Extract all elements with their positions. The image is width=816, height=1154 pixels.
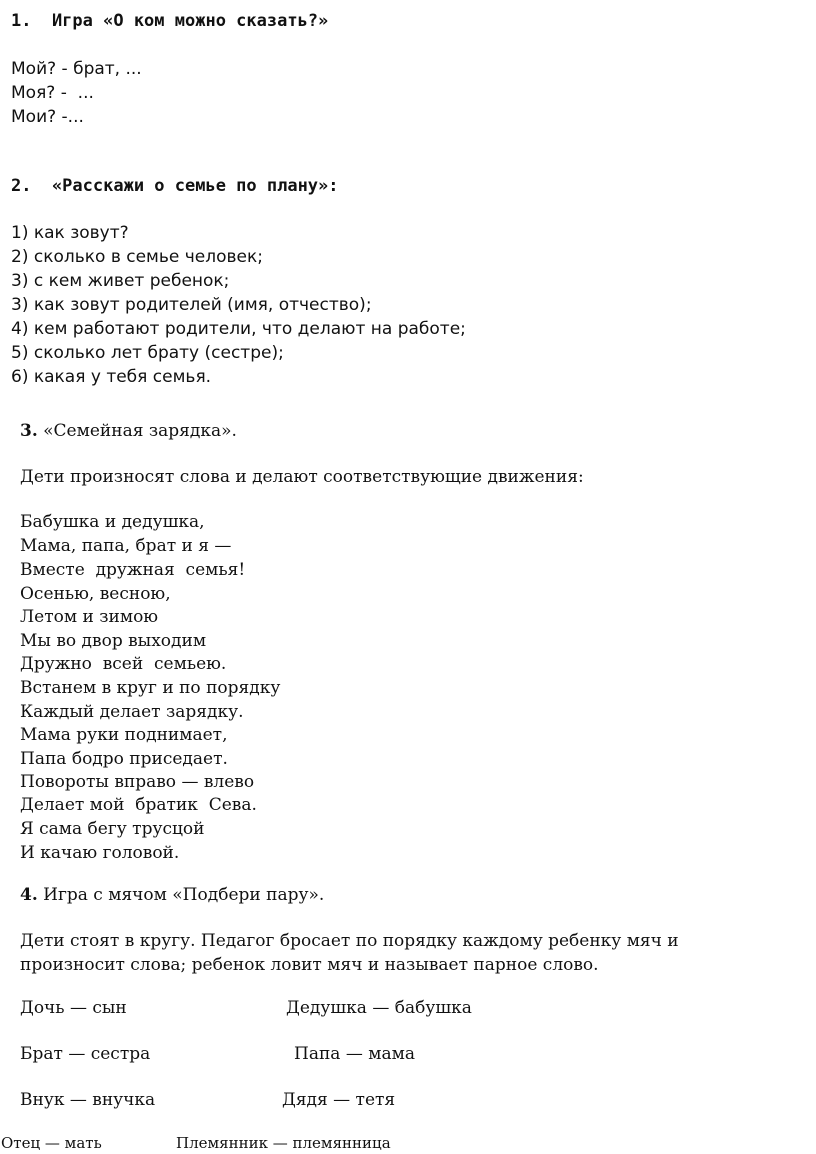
section-3-title: «Семейная зарядка». (37, 421, 237, 441)
section-1-line: Мои? -... (11, 107, 84, 127)
section-3-heading (20, 423, 237, 440)
poem-line: И качаю головой. (20, 843, 180, 863)
plan-item: 2) сколько в семье человек; (11, 247, 264, 267)
pair-right: Папа — мама (294, 1044, 415, 1064)
poem-line: Мама руки поднимает, (20, 725, 228, 745)
poem-line: Папа бодро приседает. (20, 749, 228, 769)
poem-line: Летом и зимою (20, 607, 159, 627)
pair-left: Отец — мать (1, 1134, 102, 1152)
poem-line: Я сама бегу трусцой (20, 819, 205, 839)
plan-item: 3) как зовут родителей (имя, отчество); (11, 295, 372, 315)
plan-item: 1) как зовут? (11, 223, 129, 243)
section-4-heading (20, 887, 324, 904)
poem-line: Делает мой братик Сева. (20, 795, 257, 815)
section-4-number: 4. (20, 885, 38, 905)
section-3-number: 3. (20, 421, 38, 441)
poem-line: Мы во двор выходим (20, 631, 207, 651)
pair-left: Брат — сестра (20, 1044, 151, 1064)
plan-item: 4) кем работают родители, что делают на работе; (11, 319, 466, 339)
poem-line: Мама, папа, брат и я — (20, 536, 232, 556)
plan-item: 5) сколько лет брату (сестре); (11, 343, 284, 363)
pair-left: Дочь — сын (20, 998, 127, 1018)
section-1-heading: 1. Игра «О ком можно сказать?» (11, 11, 329, 31)
section-4-intro: Дети стоят в кругу. Педагог бросает по порядку каждому ребенку мяч и (20, 931, 679, 951)
section-2-heading: 2. «Расскажи о семье по плану»: (11, 176, 339, 196)
poem-line: Бабушка и дедушка, (20, 512, 205, 532)
poem-line: Встанем в круг и по порядку (20, 678, 281, 698)
poem-line: Каждый делает зарядку. (20, 702, 244, 722)
plan-item: 3) с кем живет ребенок; (11, 271, 230, 291)
section-1-line: Моя? - ... (11, 83, 94, 103)
section-4-intro: произносит слова; ребенок ловит мяч и называет парное слово. (20, 955, 599, 975)
pair-right: Дядя — тетя (282, 1090, 396, 1110)
poem-line: Вместе дружная семья! (20, 560, 246, 580)
plan-item: 6) какая у тебя семья. (11, 367, 212, 387)
section-3-intro: Дети произносят слова и делают соответствующие движения: (20, 467, 584, 487)
poem-line: Повороты вправо — влево (20, 772, 255, 792)
pair-right: Дедушка — бабушка (286, 998, 472, 1018)
pair-left: Внук — внучка (20, 1090, 156, 1110)
section-1-line: Мой? - брат, ... (11, 59, 142, 79)
section-4-title: Игра с мячом «Подбери пару». (37, 885, 325, 905)
pair-right: Племянник — племянница (176, 1134, 391, 1152)
poem-line: Дружно всей семьею. (20, 654, 227, 674)
poem-line: Осенью, весною, (20, 584, 171, 604)
